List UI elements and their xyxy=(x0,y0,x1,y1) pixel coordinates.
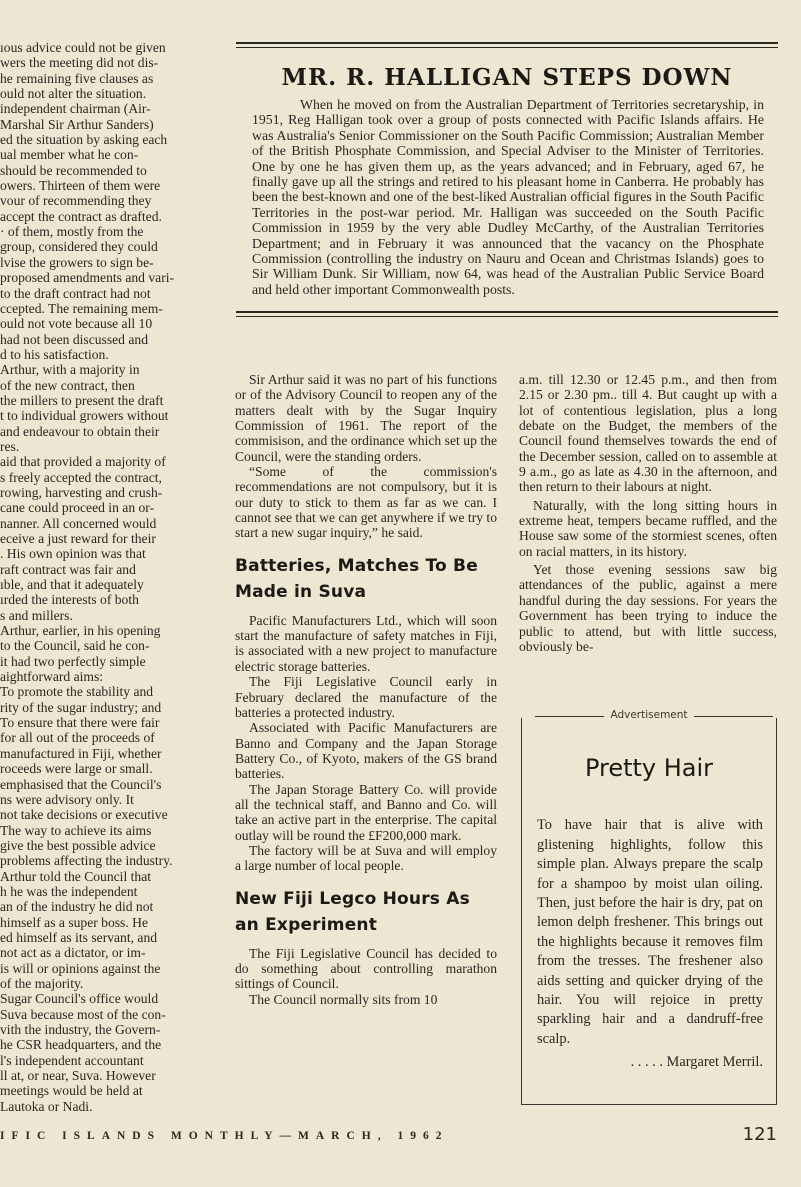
left-column-line: rity of the sugar industry; and xyxy=(0,699,162,715)
left-column-line: had not been discussed and xyxy=(0,331,148,347)
left-column-line: nanner. All concerned would xyxy=(0,515,157,531)
left-column-line: res. xyxy=(0,438,20,454)
left-column-line: ual member what he con- xyxy=(0,147,139,163)
advert-title: Pretty Hair xyxy=(584,754,714,782)
left-column-line: owers. Thirteen of them were xyxy=(0,178,161,194)
paragraph: The factory will be at Suva and will employ a large number of local people. xyxy=(235,842,497,874)
left-column-line: for all out of the proceeds of xyxy=(0,730,155,746)
left-column-line: To promote the stability and xyxy=(0,684,154,700)
left-column-line: ll at, or near, Suva. However xyxy=(0,1068,156,1084)
left-column-line: Arthur, earlier, in his opening xyxy=(0,623,161,639)
left-column-line: ccepted. The remaining mem- xyxy=(0,300,163,316)
left-column-line: ırded the interests of both xyxy=(0,592,139,608)
left-column-line: s freely accepted the contract, xyxy=(0,469,162,485)
left-column-line: ns were advisory only. It xyxy=(0,791,134,807)
left-column-line: ed himself as its servant, and xyxy=(0,929,158,945)
paragraph: Associated with Pacific Manufacturers are Banno and Company and the Japan Storage Battery Co., of Kyoto, makers of the GS brand batteries. xyxy=(235,720,497,782)
left-column-line: ed the situation by asking each xyxy=(0,132,168,148)
left-column-line: should be recommended to xyxy=(0,162,147,178)
left-column-line: lvise the growers to sign be- xyxy=(0,254,154,270)
left-column-line: ıble, and that it adequately xyxy=(0,577,144,593)
left-column-line: independent chairman (Air- xyxy=(0,101,151,117)
subheading-batteries: Batteries, Matches To Be Made in Suva xyxy=(235,555,478,602)
left-column-line: to the draft contract had not xyxy=(0,285,151,301)
left-column-line: not take decisions or executive xyxy=(0,807,168,823)
left-column-line: Lautoka or Nadi. xyxy=(0,1098,93,1114)
left-column-line: meetings would be held at xyxy=(0,1083,143,1099)
left-column-line: himself as a super boss. He xyxy=(0,914,148,930)
left-column-line: give the best possible advice xyxy=(0,837,156,853)
left-column-line: accept the contract as drafted. xyxy=(0,208,162,224)
left-column-line: and endeavour to obtain their xyxy=(0,423,160,439)
left-column-line: . His own opinion was that xyxy=(0,546,146,562)
advert-body: To have hair that is alive with glistening highlights, follow this simple plan. Always prepare the scalp for a shampoo by moist ulan oiling. Then, just before the hair is dry, pat on lemon delph freshener. This brings out the highlights because it removes film from the tresses. The freshener also aids setting and quicker drying of the hair. You will rejoice in pretty sparkling hair and a dandruff-free scalp. xyxy=(537,817,763,1047)
left-column-line: of the new contract, then xyxy=(0,377,135,393)
left-column-line: wers the meeting did not dis- xyxy=(0,55,159,71)
paragraph: Naturally, with the long sitting hours in extreme heat, tempers became ruffled, and the House saw some of the stormiest scenes, often on racial matters, in its history. xyxy=(519,497,777,559)
left-column-line: roceeds were large or small. xyxy=(0,761,153,777)
left-column-line: Marshal Sir Arthur Sanders) xyxy=(0,116,154,132)
paragraph: The Council normally sits from 10 xyxy=(249,991,438,1007)
left-column-line: vith the industry, the Govern- xyxy=(0,1022,161,1037)
left-column-line: eceive a just reward for their xyxy=(0,531,156,546)
page-footer xyxy=(0,1124,801,1148)
feature-article xyxy=(236,42,778,317)
left-column-line: ould not alter the situation. xyxy=(0,86,147,102)
left-column-line: · of them, mostly from the xyxy=(0,224,144,240)
left-column-line: he remaining five clauses as xyxy=(0,70,154,86)
page-number: 121 xyxy=(742,1124,777,1145)
paragraph: Pacific Manufacturers Ltd., which will soon start the manufacture of safety matches in Fiji, is associated with a new project to manufacture electric storage batteries. xyxy=(235,612,497,674)
left-column-line: The way to achieve its aims xyxy=(0,822,152,838)
subheading-legco: New Fiji Legco Hours As an Experiment xyxy=(235,888,470,935)
left-column-line: ıous advice could not be given xyxy=(0,40,166,55)
left-column-line: is will or opinions against the xyxy=(0,960,161,976)
left-column-line: manufactured in Fiji, whether xyxy=(0,745,162,761)
left-column-line: h he was the independent xyxy=(0,883,138,899)
left-column-line: l's independent accountant xyxy=(0,1052,144,1068)
left-column-line: cane could proceed in an or- xyxy=(0,500,155,516)
advert-signature: . . . . . Margaret Merril. xyxy=(630,1054,763,1070)
left-column-line: the millers to present the draft xyxy=(0,392,164,408)
left-column-text xyxy=(0,40,212,1114)
left-column-line: emphasised that the Council's xyxy=(0,776,162,792)
top-divider xyxy=(236,42,778,48)
left-column-line: an of the industry he did not xyxy=(0,899,154,915)
left-column-line: Suva because most of the con- xyxy=(0,1006,166,1022)
footer-publication: IFIC ISLANDS MONTHLY—MARCH, 1962 xyxy=(0,1130,449,1142)
paragraph: “Some of the commission's recommendations are not compulsory, but it is our duty to stick to them as far as we can. I cannot see that we can get anywhere if we try to start a new sugar inquiry,” he said. xyxy=(235,464,497,541)
article-headline: MR. R. HALLIGAN STEPS DOWN xyxy=(281,64,733,91)
left-column-line: d to his satisfaction. xyxy=(0,346,109,362)
left-column-line: it had two perfectly simple xyxy=(0,653,146,669)
paragraph: a.m. till 12.30 or 12.45 p.m., and then from 2.15 or 2.30 pm.. till 4. But caught up with a lot of contentious legislation, plus a long debate on the Budget, the members of the Council found themselves towards the end of the December session, called on to assemble at 9 a.m., go as late as 4.30 in the afternoon, and then return to their labours at night. xyxy=(519,372,777,495)
left-column-line: proposed amendments and vari- xyxy=(0,270,175,286)
left-column-line: aid that provided a majority of xyxy=(0,454,166,470)
left-column-line: s and millers. xyxy=(0,607,73,623)
feature-body: When he moved on from the Australian Department of Territories secretaryship, in 1951, Reg Halligan took over a group of posts connected with Pacific Islands affairs. He was Australia's Senior Commissioner on the South Pacific Commission; Australian Member of the British Phosphate Commission, and Special Adviser to the Minister of Territories. One by one he has given them up, as the years advanced; and in February, aged 67, he finally gave up all the strings and retired to his pleasant home in Canberra. He probably has been the best-known and one of the best-liked Australian official figures in the South Pacific Territories in the post-war period. Mr. Halligan was succeeded on the South Pacific Commission in 1959 by the very able Dudley McCarthy, of the Australian Territories Department; and in February it was announced that the vacancy on the Phosphate Commission (controlling the industry on Nauru and Ocean and Christmas Islands) goes to Sir William Dunk. Sir William, now 64, was head of the Australian Public Service Board and held other important Commonwealth posts. xyxy=(252,97,764,297)
right-column xyxy=(519,372,777,654)
left-column-line: of the majority. xyxy=(0,975,84,991)
bottom-divider xyxy=(236,311,778,317)
left-column-line: ould not vote because all 10 xyxy=(0,316,153,332)
paragraph: Yet those evening sessions saw big attendances of the public, against a mere handful during the day sessions. For years the Government has been trying to induce the public to attend, but with little success, obviously be- xyxy=(519,562,777,654)
left-column-line: Arthur told the Council that xyxy=(0,868,152,884)
left-column-line: he CSR headquarters, and the xyxy=(0,1037,162,1053)
advertisement-box xyxy=(521,706,777,1100)
left-column-line: not act as a dictator, or im- xyxy=(0,945,146,961)
paragraph: The Fiji Legislative Council has decided to do something about controlling marathon sittings of Council. xyxy=(235,945,497,992)
left-column-line: to the Council, said he con- xyxy=(0,638,150,654)
left-column-line: aightforward aims: xyxy=(0,669,104,685)
paragraph: The Fiji Legislative Council early in February declared the manufacture of the batteries a protected industry. xyxy=(235,674,497,720)
middle-column xyxy=(235,372,497,1007)
left-column-line: t to individual growers without xyxy=(0,408,169,424)
left-column-line: rowing, harvesting and crush- xyxy=(0,484,163,500)
paragraph: The Japan Storage Battery Co. will provide all the technical staff, and Banno and Co. will take an active part in the enterprise. The capital outlay will be round the £F200,000 mark. xyxy=(235,781,497,843)
paragraph: Sir Arthur said it was no part of his functions or of the Advisory Council to reopen any of the matters dealt with by the Sugar Inquiry Commission of 1961. The report of the commisison, and the ordinance which set up the Council, were the standing orders. xyxy=(235,372,497,464)
left-column-line: To ensure that there were fair xyxy=(0,715,160,731)
left-column-line: raft contract was fair and xyxy=(0,561,136,577)
left-column-line: problems affecting the industry. xyxy=(0,853,173,869)
left-column-line: group, considered they could xyxy=(0,239,158,255)
left-column-line: vour of recommending they xyxy=(0,193,152,209)
left-column-line: Sugar Council's office would xyxy=(0,991,159,1007)
advert-label-text: Advertisement xyxy=(604,709,693,721)
left-column-line: Arthur, with a majority in xyxy=(0,362,140,378)
